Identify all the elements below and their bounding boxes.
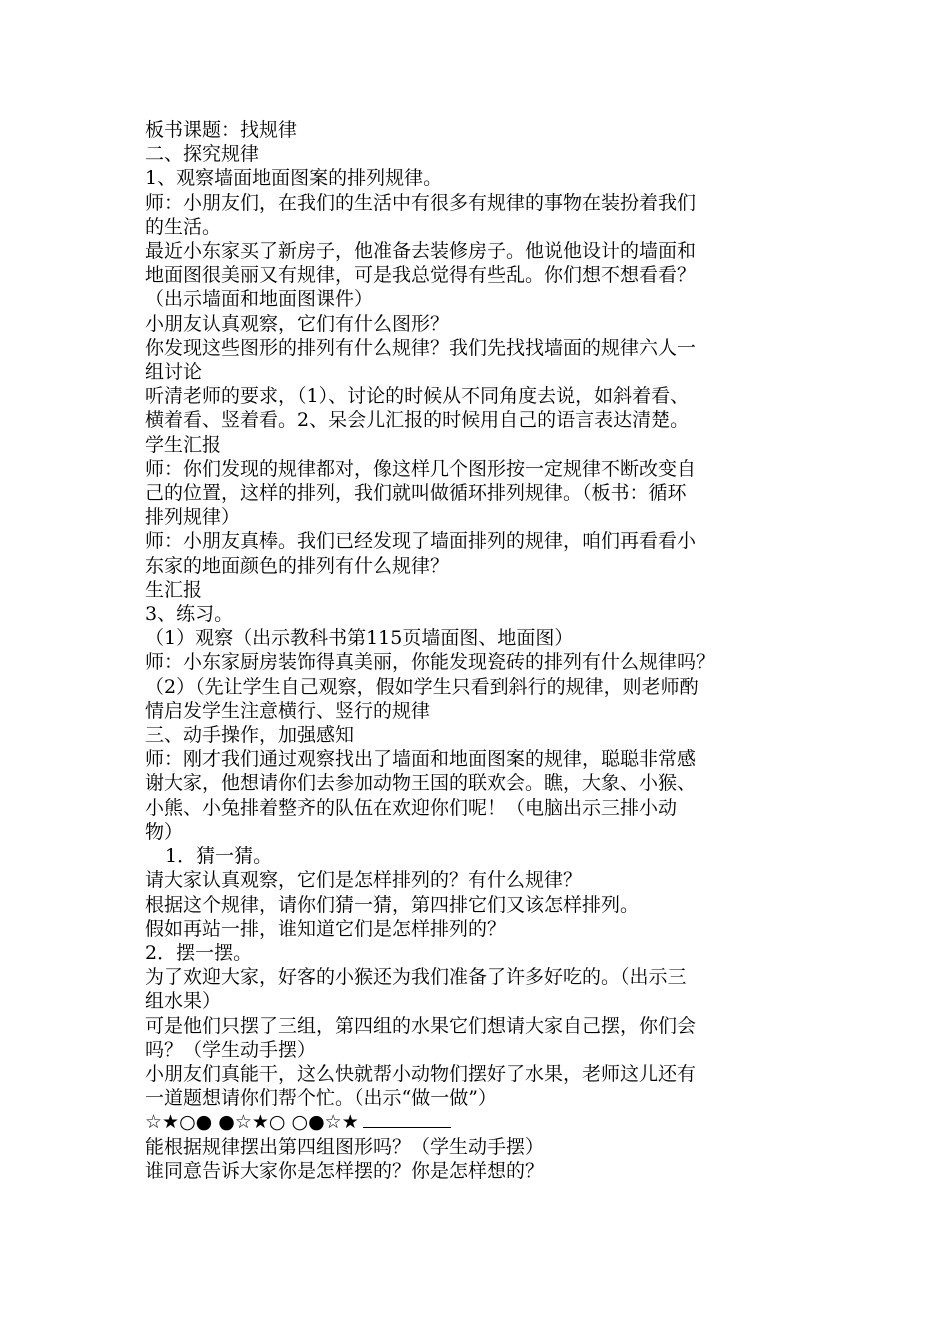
text-line: 师：刚才我们通过观察找出了墙面和地面图案的规律，聪聪非常感 — [145, 748, 697, 771]
text-line: （出示墙面和地面图课件） — [145, 288, 374, 311]
subheading: 2．摆一摆。 — [145, 941, 253, 964]
text-line: 能根据规律摆出第四组图形吗？（学生动手摆） — [145, 1135, 545, 1158]
symbol-pattern-line — [145, 1110, 820, 1134]
text-line: 组讨论 — [145, 361, 203, 384]
text-line: 排列规律） — [145, 506, 241, 529]
subheading: 1、观察墙面地面图案的排列规律。 — [145, 167, 443, 190]
text-line: 小朋友认真观察，它们有什么图形？ — [145, 312, 450, 335]
text-line: 谁同意告诉大家你是怎样摆的？你是怎样想的？ — [145, 1159, 545, 1182]
text-line: 地面图很美丽又有规律，可是我总觉得有些乱。你们想不想看看？ — [145, 264, 697, 287]
text-line: 请大家认真观察，它们是怎样排列的？有什么规律？ — [145, 869, 583, 892]
answer-blank — [363, 1110, 451, 1128]
section-heading: 二、探究规律 — [145, 143, 260, 166]
subheading: 3、练习。 — [145, 603, 234, 626]
text-line: 最近小东家买了新房子，他准备去装修房子。他说他设计的墙面和 — [145, 240, 697, 263]
text-line: （1）观察（出示教科书第115页墙面图、地面图） — [145, 627, 574, 650]
text-line: 己的位置，这样的排列，我们就叫做循环排列规律。（板书：循环 — [145, 482, 687, 505]
text-line: 师：小东家厨房装饰得真美丽，你能发现瓷砖的排列有什么规律吗？ — [145, 651, 716, 674]
text-line: 师：小朋友们，在我们的生活中有很多有规律的事物在装扮着我们 — [145, 191, 697, 214]
section-heading: 三、动手操作，加强感知 — [145, 724, 355, 747]
text-line: 学生汇报 — [145, 433, 222, 456]
text-line: 谢大家，他想请你们去参加动物王国的联欢会。瞧，大象、小猴、 — [145, 772, 697, 795]
lesson-title: 板书课题：找规律 — [145, 119, 298, 141]
text-line: 东家的地面颜色的排列有什么规律？ — [145, 554, 450, 577]
text-line: 组水果） — [145, 990, 222, 1013]
text-line: 师：小朋友真棒。我们已经发现了墙面排列的规律，咱们再看看小 — [145, 530, 697, 553]
text-line: 听清老师的要求，（1）、讨论的时候从不同角度去说，如斜着看、 — [145, 385, 690, 408]
text-line: 小熊、小兔排着整齐的队伍在欢迎你们呢！（电脑出示三排小动 — [145, 796, 678, 819]
text-line: 生汇报 — [145, 578, 203, 601]
text-line: 小朋友们真能干，这么快就帮小动物们摆好了水果，老师这儿还有 — [145, 1062, 697, 1085]
text-line: 一道题想请你们帮个忙。（出示“做一做”） — [145, 1087, 497, 1110]
text-line: 根据这个规律，请你们猜一猜，第四排它们又该怎样排列。 — [145, 893, 640, 916]
text-line: 的生活。 — [145, 215, 222, 238]
subheading: 1．猜一猜。 — [165, 845, 273, 868]
text-line: 为了欢迎大家，好客的小猴还为我们准备了许多好吃的。（出示三 — [145, 966, 687, 989]
symbol-pattern: ☆★○● ●☆★○ ○●☆★ — [145, 1111, 359, 1134]
text-line: 师：你们发现的规律都对，像这样几个图形按一定规律不断改变自 — [145, 457, 697, 480]
text-line: 可是他们只摆了三组，第四组的水果它们想请大家自己摆，你们会 — [145, 1014, 697, 1037]
text-line: 吗？（学生动手摆） — [145, 1038, 317, 1061]
text-line: 假如再站一排，谁知道它们是怎样排列的？ — [145, 917, 507, 940]
text-line: 物） — [145, 820, 184, 843]
text-line: 情启发学生注意横行、竖行的规律 — [145, 699, 431, 722]
text-line: 横着看、竖着看。2、呆会儿汇报的时候用自己的语言表达清楚。 — [145, 409, 690, 432]
text-line: （2）（先让学生自己观察，假如学生只看到斜行的规律，则老师酌 — [145, 675, 699, 698]
text-line: 你发现这些图形的排列有什么规律？我们先找找墙面的规律六人一 — [145, 336, 697, 359]
